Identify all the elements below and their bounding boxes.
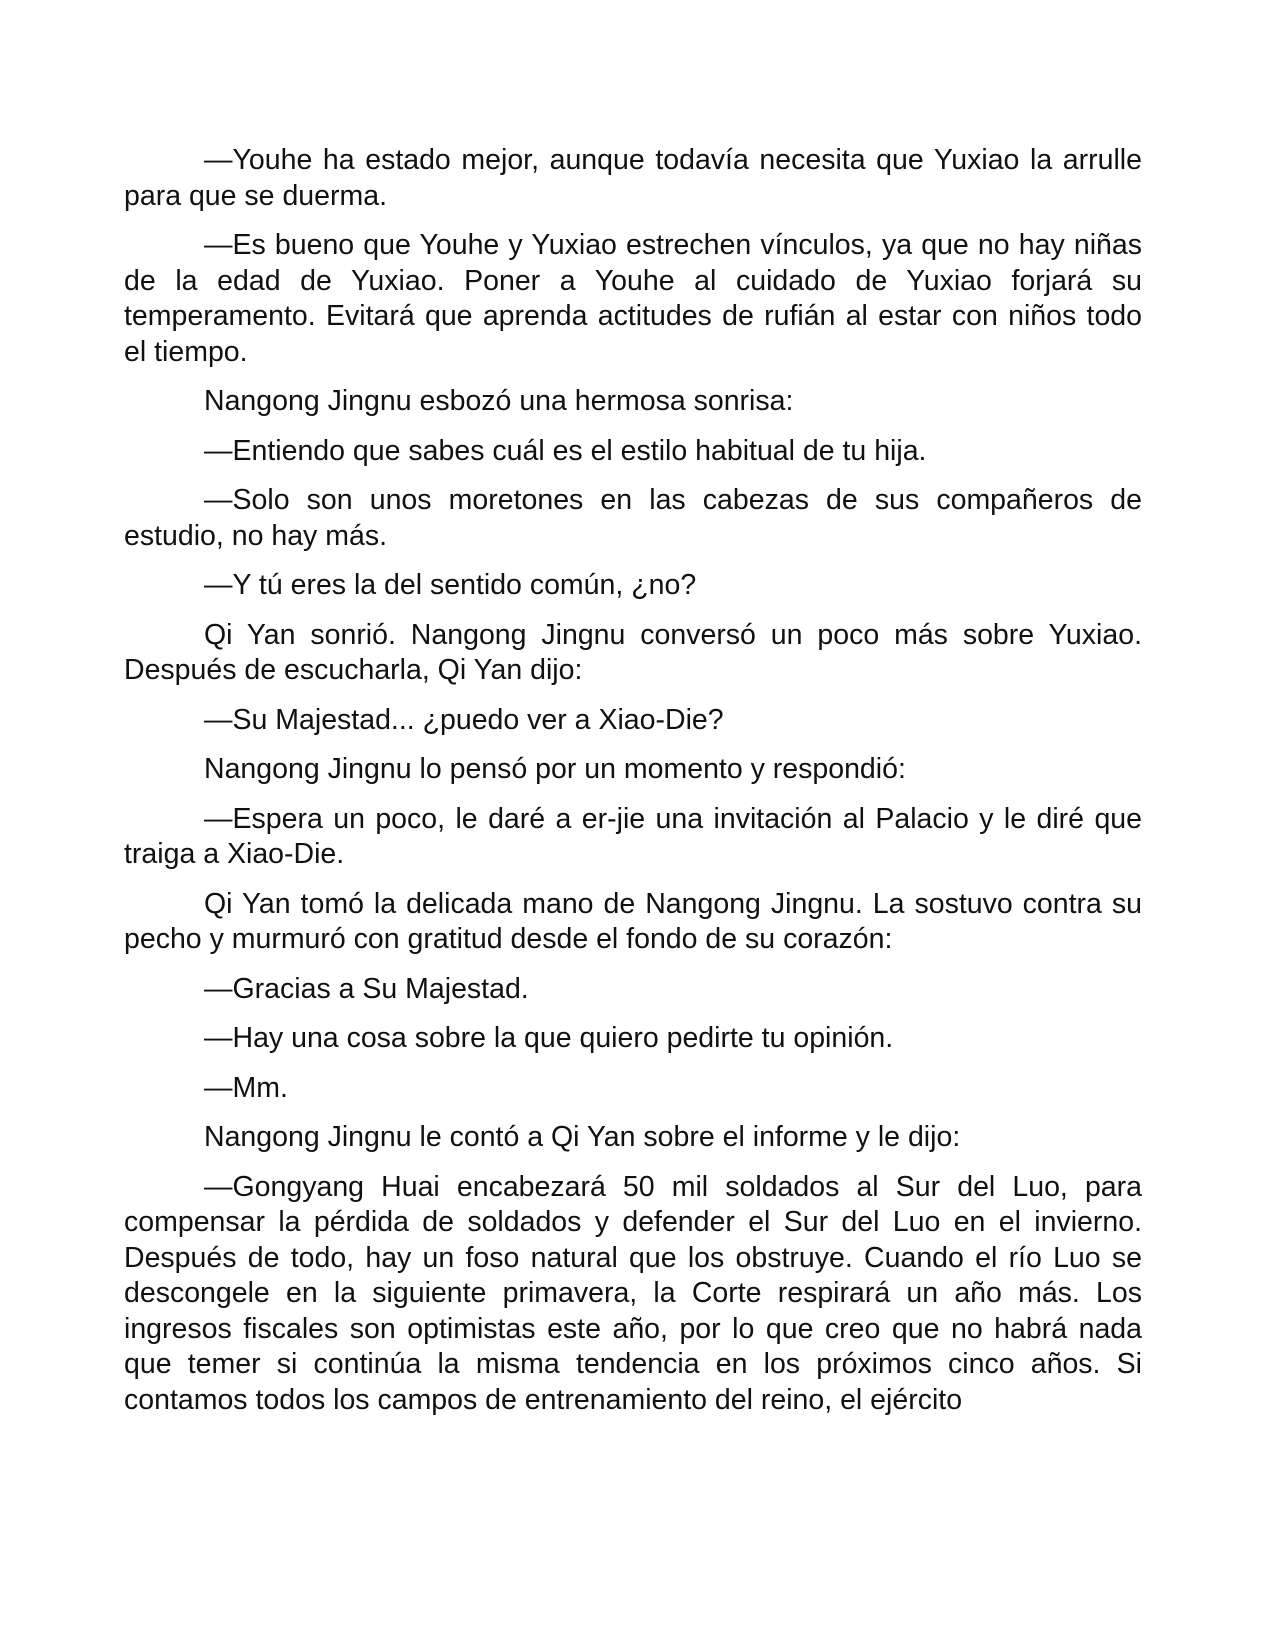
paragraph: Qi Yan sonrió. Nangong Jingnu conversó un poco más sobre Yuxiao. Después de escucharla, Qi Yan dijo: [124,618,1142,686]
paragraph: Nangong Jingnu esbozó una hermosa sonrisa: [204,385,794,417]
paragraph: —Youhe ha estado mejor, aunque todavía necesita que Yuxiao la arrulle para que se duerma. [124,144,1142,212]
paragraph: —Gracias a Su Majestad. [204,972,529,1005]
paragraph: Qi Yan tomó la delicada mano de Nangong Jingnu. La sostuvo contra su pecho y murmuró con gratitud desde el fondo de su corazón: [124,887,1142,955]
paragraph: Nangong Jingnu le contó a Qi Yan sobre el informe y le dijo: [204,1121,961,1153]
paragraph: —Y tú eres la del sentido común, ¿no? [204,569,697,601]
paragraph: —Espera un poco, le daré a er-jie una invitación al Palacio y le diré que traiga a Xiao-Die. [124,802,1142,870]
paragraph: —Mm. [204,1071,288,1104]
document-body [124,143,1142,1432]
paragraph: —Gongyang Huai encabezará 50 mil soldados al Sur del Luo, para compensar la pérdida de soldados y defender el Sur del Luo en el invierno. Después de todo, hay un foso natural que los obstruye. Cuando el río Luo se descongele en la siguiente primavera, la Corte respirará un año más. Los ingresos fiscales son optimistas este año, por lo que creo que no habrá nada que temer si continúa la misma tendencia en los próximos cinco años. Si contamos todos los campos de entrenamiento del reino, el ejército [124,1170,1142,1416]
paragraph: —Su Majestad... ¿puedo ver a Xiao-Die? [204,703,724,736]
paragraph: Nangong Jingnu lo pensó por un momento y respondió: [204,753,906,785]
paragraph: —Es bueno que Youhe y Yuxiao estrechen vínculos, ya que no hay niñas de la edad de Yuxiao. Poner a Youhe al cuidado de Yuxiao forjará su temperamento. Evitará que aprenda actitudes de rufián al estar con niños todo el tiempo. [124,229,1142,368]
paragraph: —Hay una cosa sobre la que quiero pedirte tu opinión. [204,1022,894,1054]
paragraph: —Entiendo que sabes cuál es el estilo habitual de tu hija. [204,434,927,467]
paragraph: —Solo son unos moretones en las cabezas de sus compañeros de estudio, no hay más. [124,484,1142,552]
